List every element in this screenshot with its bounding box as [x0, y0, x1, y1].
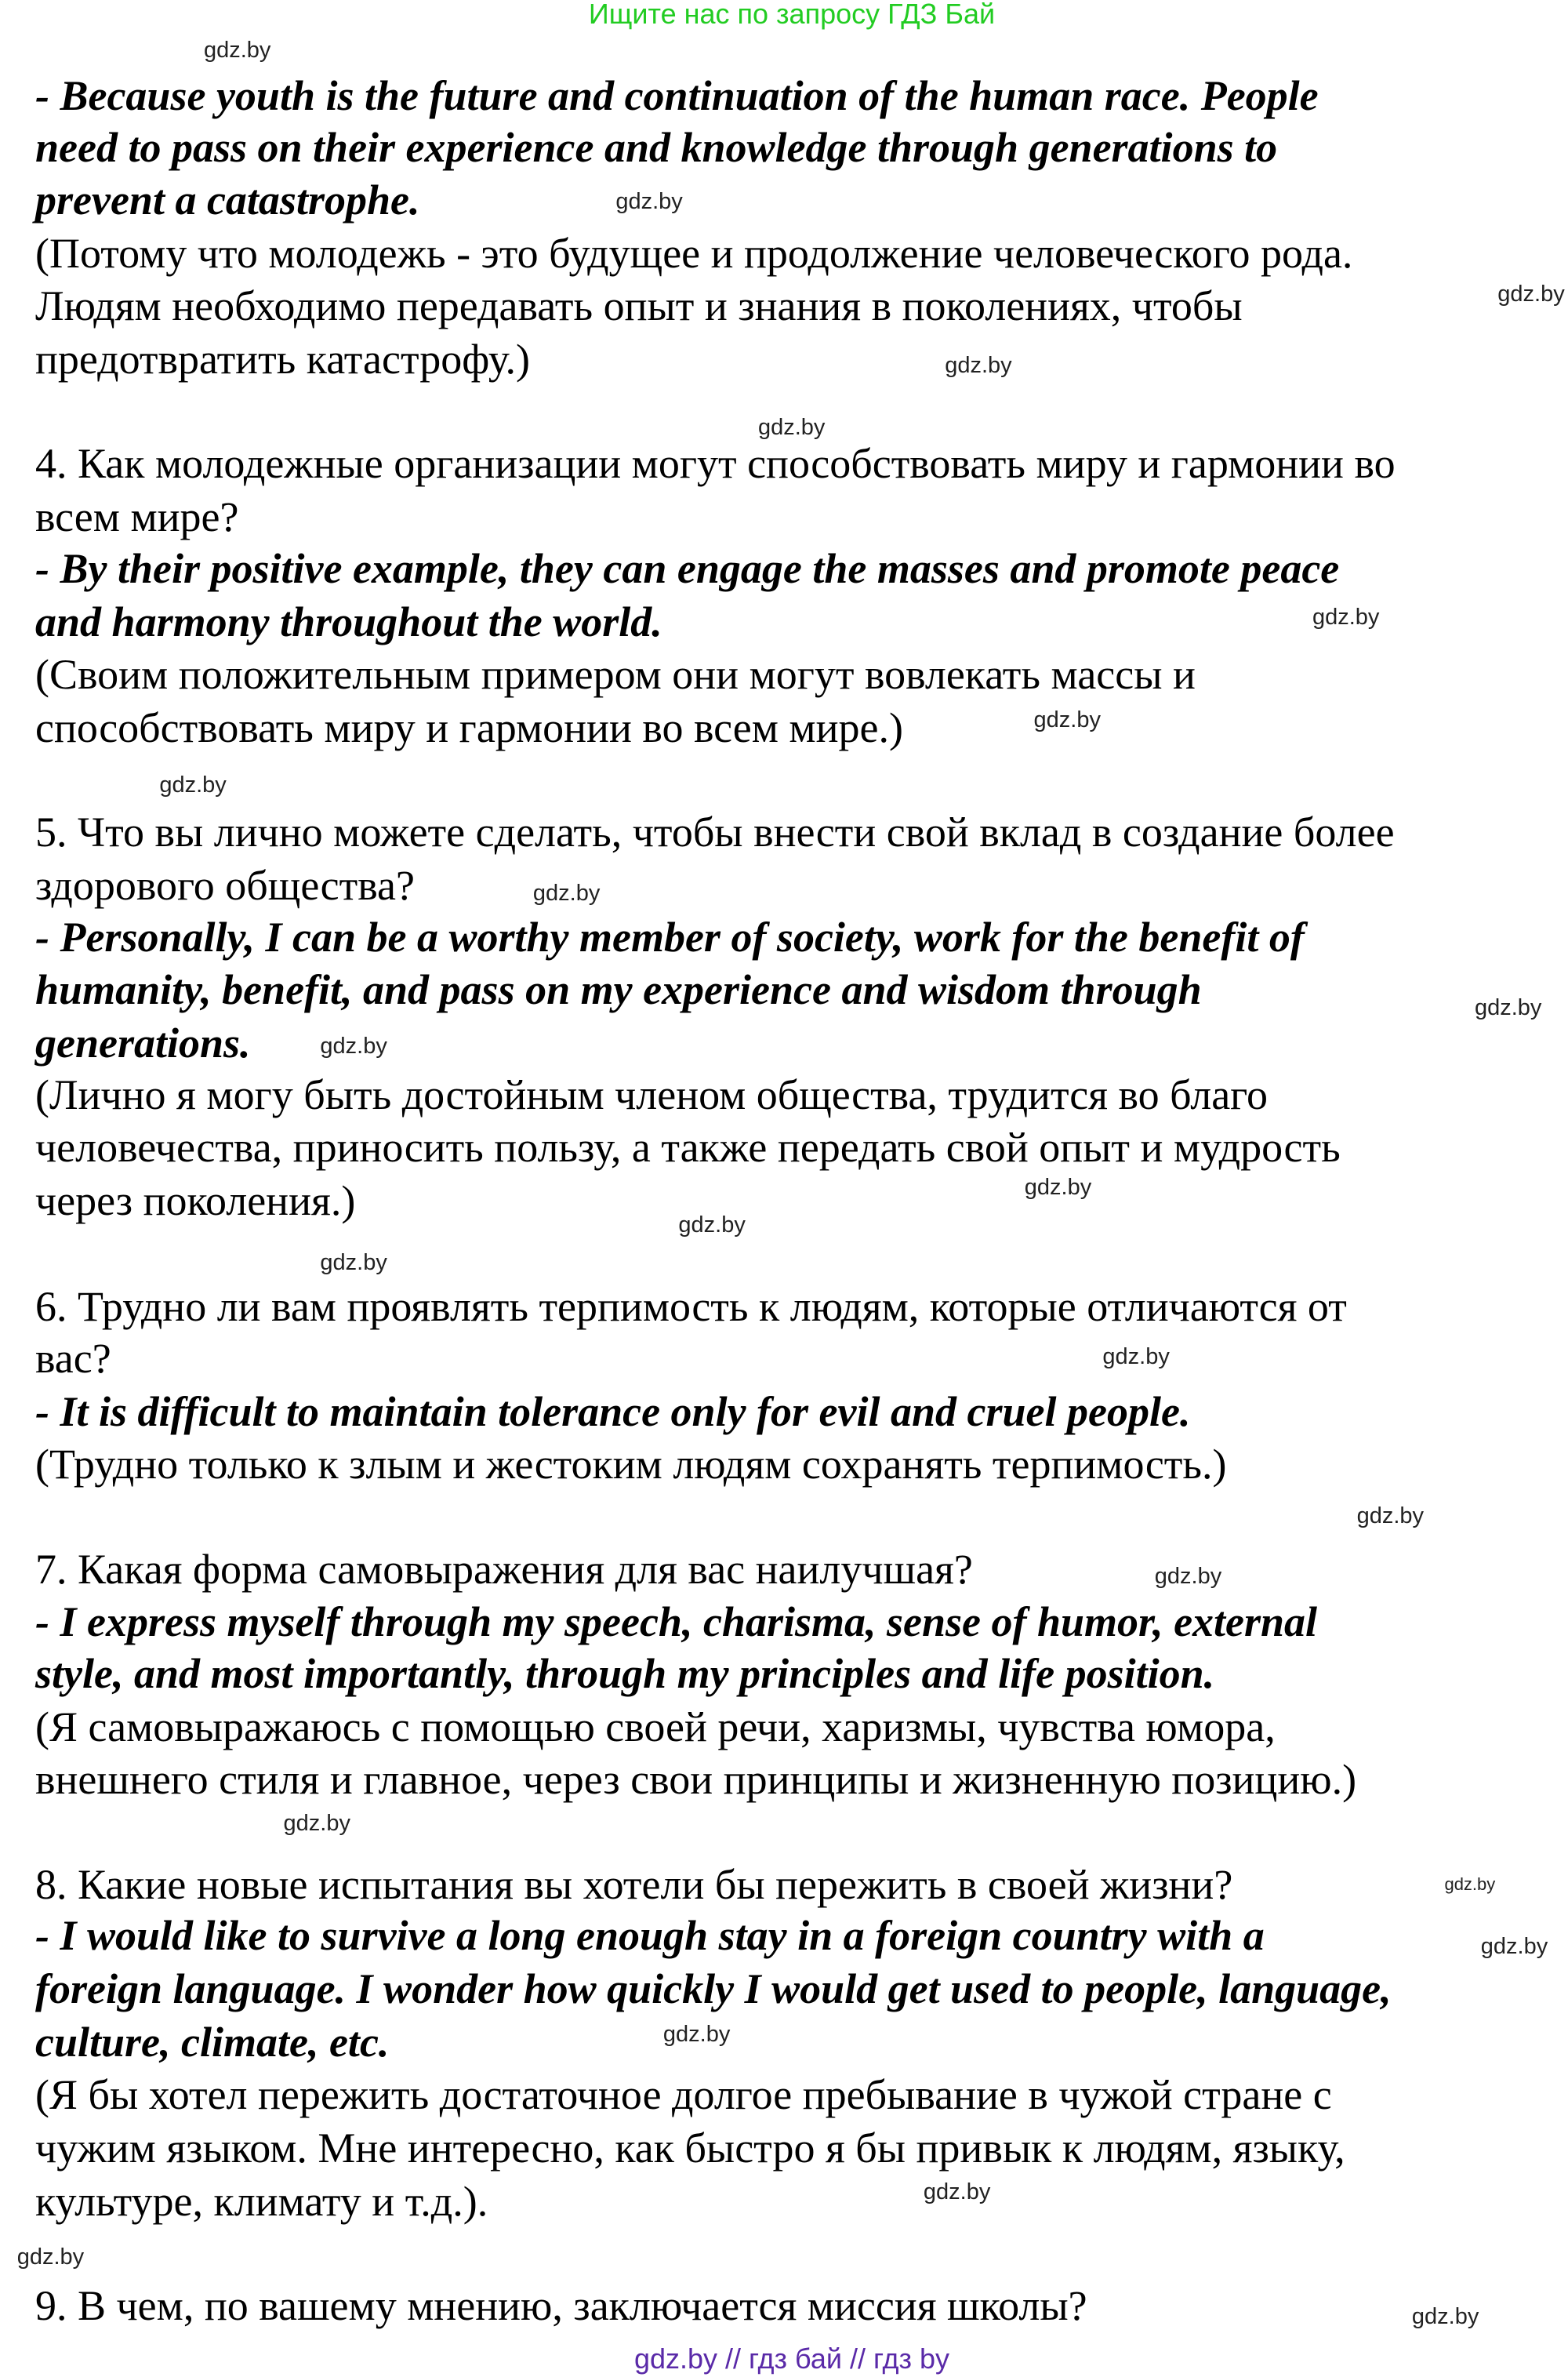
- answer-line: and harmony throughout the world.: [35, 598, 662, 645]
- watermark: gdz.by: [1497, 282, 1565, 307]
- text-line: способствовать миру и гармонии во всем мире.): [35, 703, 903, 751]
- text-line: 9. В чем, по вашему мнению, заключается миссия школы?: [35, 2282, 1087, 2330]
- watermark: gdz.by: [662, 2022, 731, 2048]
- text-line: 8. Какие новые испытания вы хотели бы пережить в своей жизни?: [35, 1860, 1233, 1908]
- watermark: gdz.by: [532, 880, 601, 906]
- header-banner: Ищите нас по запросу ГДЗ Бай: [588, 0, 996, 30]
- answer-line: - Because youth is the future and continuation of the human race. People: [35, 71, 1319, 119]
- answer-line: need to pass on their experience and knowledge through generations to: [35, 123, 1278, 171]
- watermark: gdz.by: [1154, 1564, 1222, 1590]
- text-line: здорового общества?: [35, 861, 415, 909]
- watermark: gdz.by: [1444, 1874, 1496, 1894]
- text-line: 6. Трудно ли вам проявлять терпимость к людям, которые отличаются от: [35, 1283, 1347, 1331]
- answer-line: - It is difficult to maintain tolerance only for evil and cruel people.: [35, 1387, 1191, 1435]
- answer-line: - I would like to survive a long enough stay in a foreign country with a: [35, 1912, 1265, 1960]
- text-line: вас?: [35, 1334, 111, 1382]
- text-line: 7. Какая форма самовыражения для вас наилучшая?: [35, 1545, 973, 1593]
- watermark: gdz.by: [283, 1811, 350, 1837]
- text-line: через поколения.): [35, 1176, 356, 1224]
- watermark: gdz.by: [320, 1250, 387, 1276]
- answer-line: humanity, benefit, and pass on my experience and wisdom through: [35, 966, 1202, 1014]
- text-line: (Своим положительным примером они могут вовлекать массы и: [35, 651, 1196, 699]
- watermark: gdz.by: [1102, 1344, 1170, 1370]
- text-line: чужим языком. Мне интересно, как быстро я бы привык к людям, языку,: [35, 2124, 1345, 2172]
- footer-links[interactable]: gdz.by // гдз бай // гдз by: [633, 2342, 950, 2375]
- text-line: 4. Как молодежные организации могут способствовать миру и гармонии во: [35, 440, 1396, 488]
- text-line: (Я самовыражаюсь с помощью своей речи, харизмы, чувства юмора,: [35, 1703, 1276, 1750]
- watermark: gdz.by: [615, 189, 683, 215]
- text-line: (Потому что молодежь - это будущее и продолжение человеческого рода.: [35, 229, 1353, 277]
- text-line: человечества, приносить пользу, а также передать свой опыт и мудрость: [35, 1124, 1341, 1172]
- text-line: культуре, климату и т.д.).: [35, 2177, 488, 2225]
- watermark: gdz.by: [1474, 995, 1542, 1021]
- text-line: предотвратить катастрофу.): [35, 336, 530, 383]
- watermark: gdz.by: [16, 2244, 85, 2270]
- text-line: Людям необходимо передавать опыт и знания в поколениях, чтобы: [35, 282, 1243, 330]
- answer-line: foreign language. I wonder how quickly I would get used to people, language,: [35, 1965, 1392, 2013]
- watermark: gdz.by: [945, 352, 1012, 378]
- watermark: gdz.by: [159, 772, 227, 798]
- answer-line: - By their positive example, they can engage the masses and promote peace: [35, 544, 1340, 592]
- answer-line: - I express myself through my speech, charisma, sense of humor, external: [35, 1598, 1318, 1646]
- watermark: gdz.by: [1024, 1174, 1092, 1200]
- watermark: gdz.by: [1033, 707, 1101, 733]
- watermark: gdz.by: [320, 1033, 387, 1059]
- watermark: gdz.by: [923, 2179, 991, 2205]
- watermark: gdz.by: [678, 1212, 746, 1238]
- watermark: gdz.by: [1312, 604, 1380, 630]
- answer-line: generations.: [35, 1019, 251, 1067]
- answer-line: - Personally, I can be a worthy member of society, work for the benefit of: [35, 913, 1305, 961]
- answer-line: style, and most importantly, through my principles and life position.: [35, 1650, 1215, 1698]
- text-line: всем мире?: [35, 493, 239, 541]
- text-line: (Я бы хотел пережить достаточное долгое пребывание в чужой стране с: [35, 2071, 1332, 2119]
- watermark: gdz.by: [1356, 1503, 1425, 1528]
- watermark: gdz.by: [757, 415, 826, 441]
- watermark: gdz.by: [1411, 2303, 1479, 2329]
- text-line: внешнего стиля и главное, через свои принципы и жизненную позицию.): [35, 1756, 1357, 1804]
- answer-line: prevent a catastrophe.: [35, 176, 420, 224]
- watermark: gdz.by: [203, 37, 271, 63]
- text-line: 5. Что вы лично можете сделать, чтобы внести свой вклад в создание более: [35, 809, 1395, 856]
- text-line: (Лично я могу быть достойным членом общества, трудится во благо: [35, 1070, 1268, 1118]
- text-line: (Трудно только к злым и жестоким людям сохранять терпимость.): [35, 1441, 1227, 1488]
- answer-line: culture, climate, etc.: [35, 2018, 390, 2066]
- watermark: gdz.by: [1480, 1933, 1548, 1959]
